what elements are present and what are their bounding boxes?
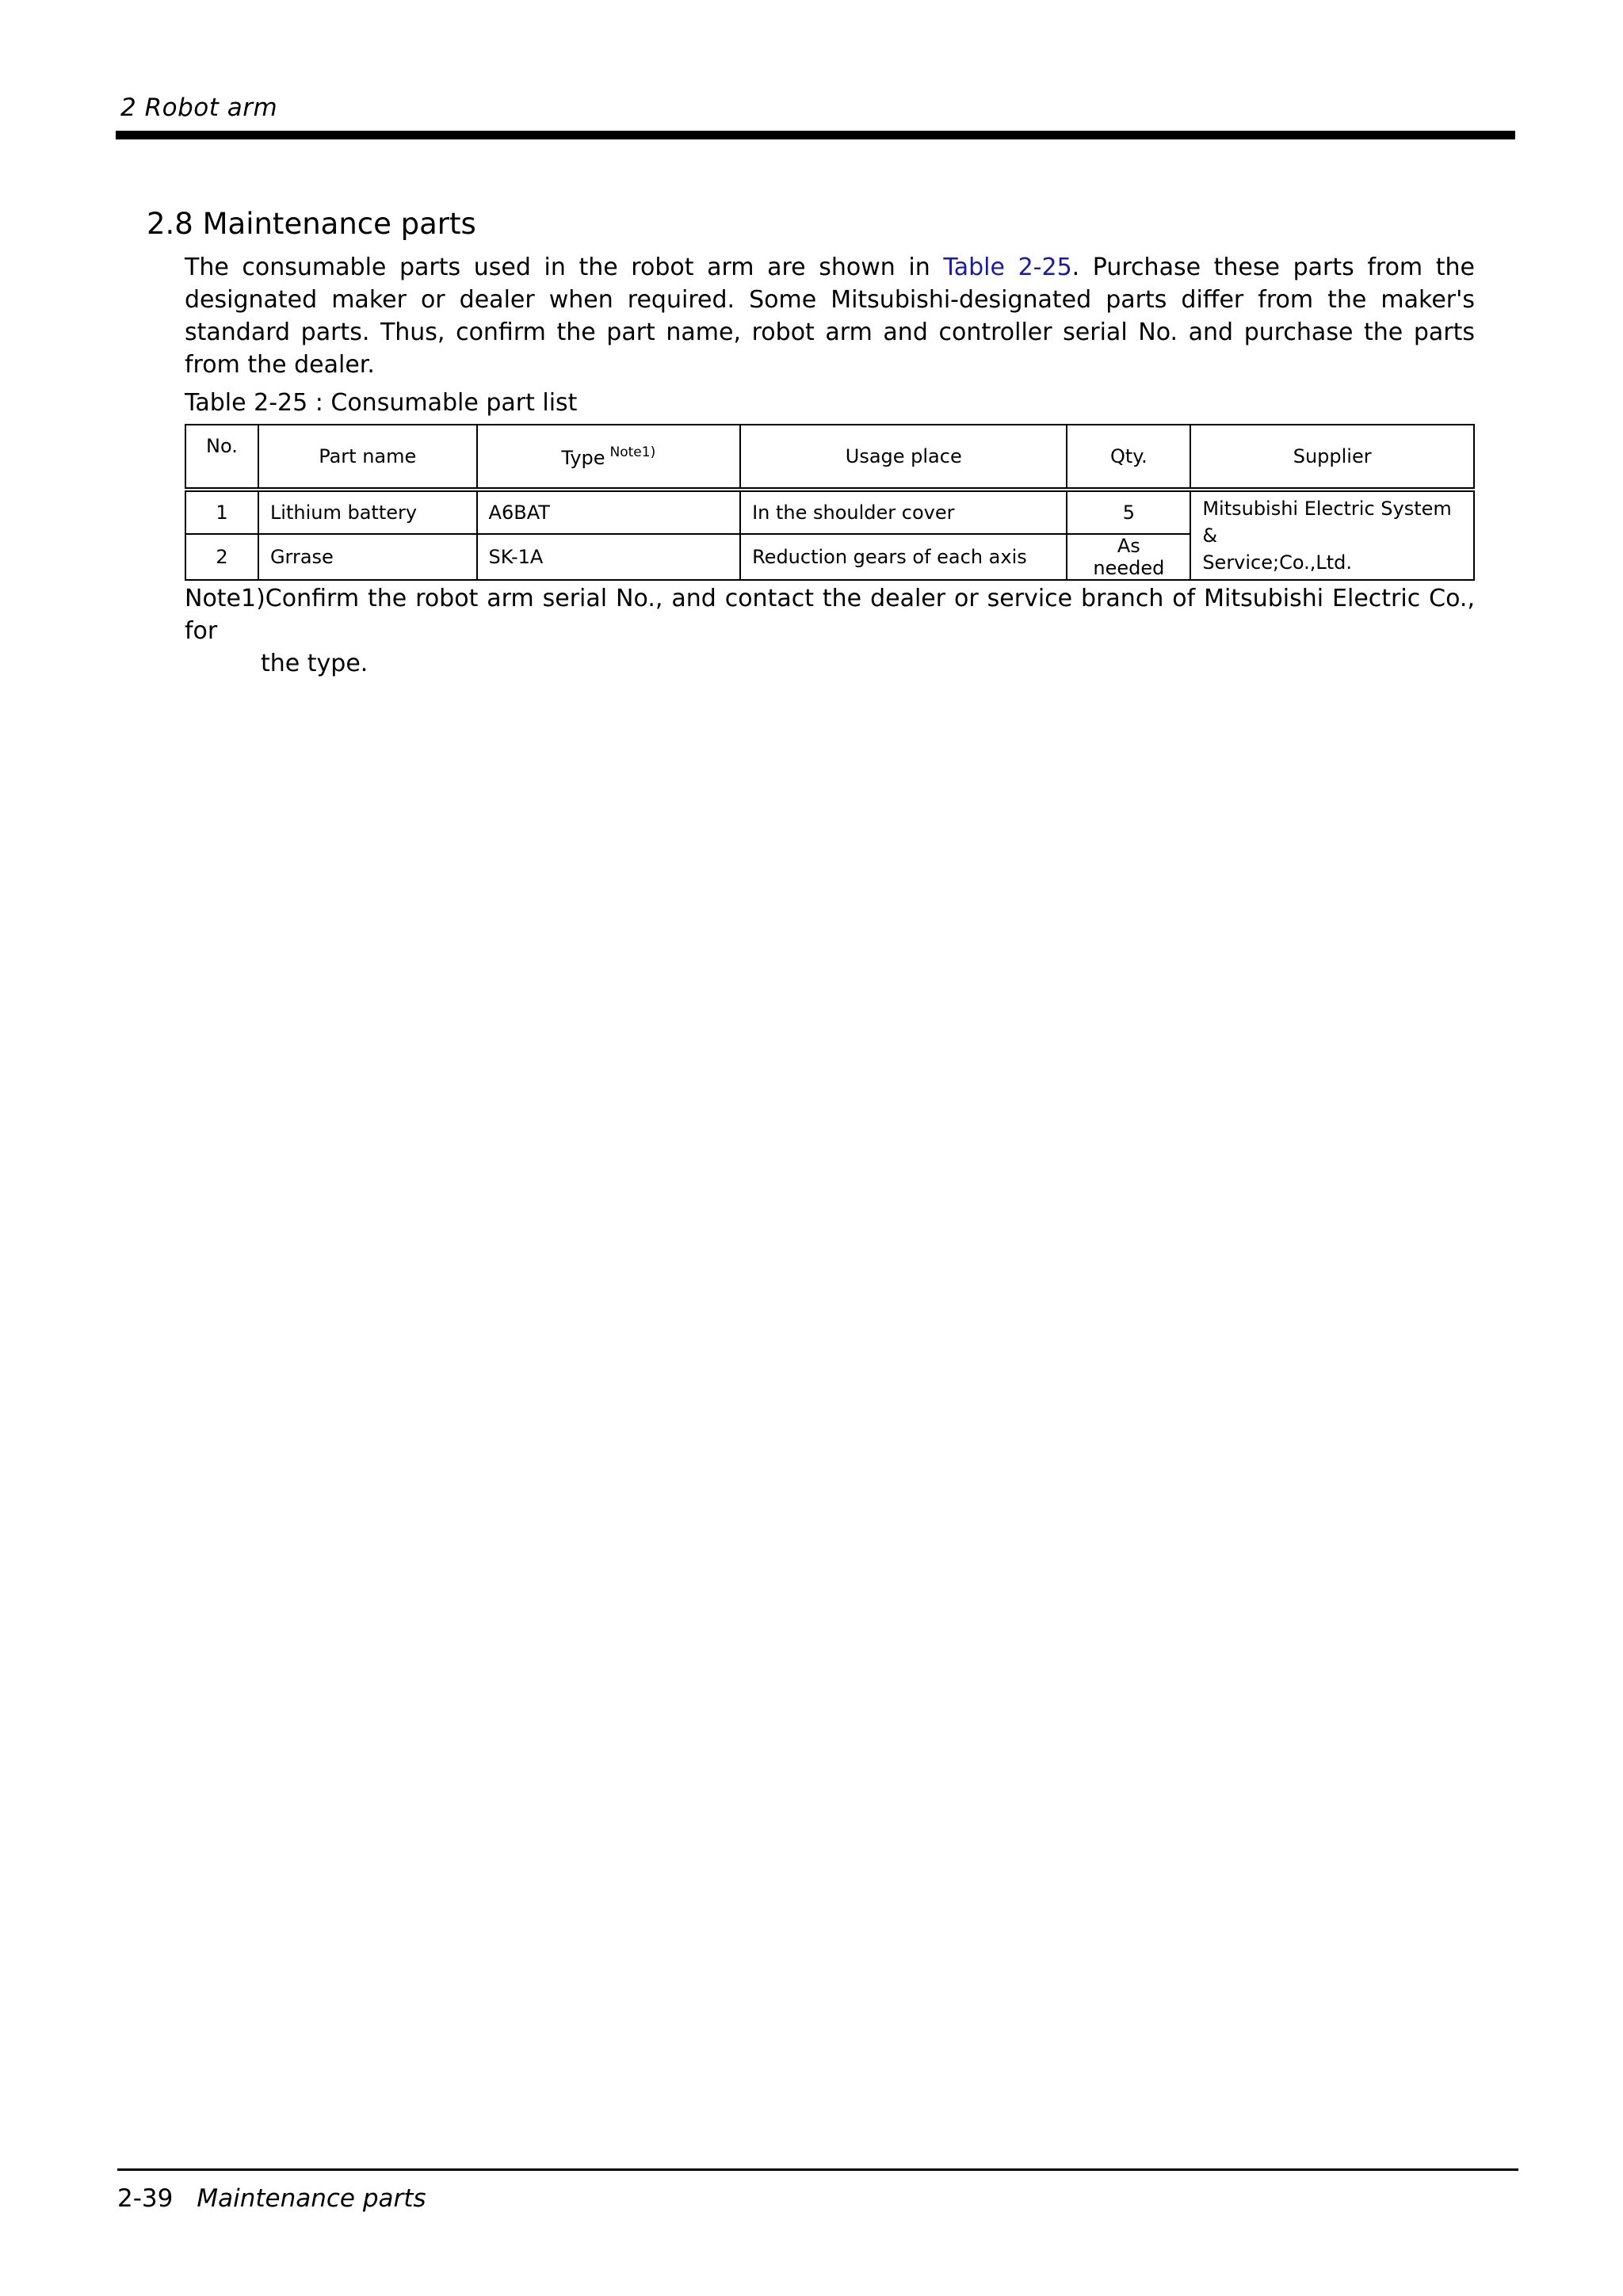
supplier-line-1: Mitsubishi Electric System & [1202,498,1452,547]
supplier-line-2: Service;Co.,Ltd. [1202,551,1353,574]
intro-paragraph [185,251,1475,381]
cell-no: 2 [185,534,258,580]
footer-rule [117,2168,1518,2171]
consumable-parts-table [185,424,1475,581]
header-type [477,425,741,490]
footer-title: Maintenance parts [197,2184,426,2213]
cell-usage-place: In the shoulder cover [740,490,1067,534]
header-supplier: Supplier [1190,425,1474,490]
header-rule [116,131,1515,139]
cell-no: 1 [185,490,258,534]
header-usage-place: Usage place [740,425,1067,490]
cell-qty: As needed [1067,534,1190,580]
running-header-title: 2 Robot arm [120,93,278,122]
cell-type: A6BAT [477,490,741,534]
footnote-line-2: the type. [261,650,369,677]
table-header-row [185,425,1474,490]
cell-part-name: Lithium battery [258,490,477,534]
footnote-line-1: Note1)Confirm the robot arm serial No., and contact the dealer or service branch of Mitsubishi Electric Co., for [185,585,1475,645]
page-number: 2-39 [117,2184,174,2213]
header-part-name: Part name [258,425,477,490]
header-qty: Qty. [1067,425,1190,490]
intro-text-before-link: The consumable parts used in the robot arm are shown in [185,254,944,281]
cell-supplier [1190,490,1474,580]
header-type-label: Type [561,446,605,469]
header-type-note: Note1) [609,444,656,460]
page-footer [117,2184,426,2213]
table-reference-link[interactable]: Table 2-25 [943,254,1072,281]
cell-usage-place: Reduction gears of each axis [740,534,1067,580]
header-no: No. [185,425,258,490]
table-footnote [185,582,1475,680]
section-heading: 2.8 Maintenance parts [147,207,476,241]
cell-type: SK-1A [477,534,741,580]
table-caption: Table 2-25 : Consumable part list [185,389,578,417]
cell-part-name: Grrase [258,534,477,580]
cell-qty: 5 [1067,490,1190,534]
intro-text-after-link: . Purchase these parts from the designated maker or dealer when required. Some Mitsubishi-designated parts differ from the maker's standard parts. Thus, confirm the part name, robot arm and controller serial No. and purchase the parts from the dealer. [185,254,1476,379]
table-row [185,490,1474,534]
